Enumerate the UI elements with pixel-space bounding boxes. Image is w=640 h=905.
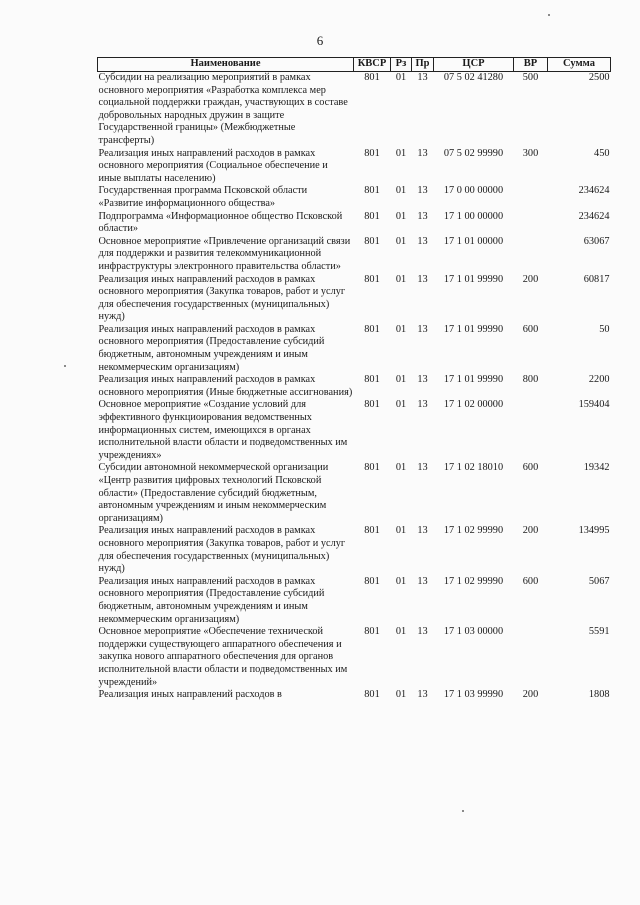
page-number: 6 xyxy=(316,33,324,48)
row-csr: 17 0 00 00000 xyxy=(443,185,504,197)
table-row xyxy=(98,324,611,374)
row-csr: 17 1 02 99990 xyxy=(443,575,504,587)
row-vr xyxy=(514,185,548,210)
scan-speck xyxy=(462,810,464,812)
row-sum: 2200 xyxy=(588,374,610,386)
row-rz: 01 xyxy=(395,374,407,386)
row-pr: 13 xyxy=(417,462,428,474)
row-kvsr: 801 xyxy=(364,210,380,222)
row-vr xyxy=(514,211,548,236)
row-sum: 1808 xyxy=(588,689,610,701)
row-kvsr: 801 xyxy=(364,72,380,83)
row-rz: 01 xyxy=(395,626,407,638)
row-sum: 5591 xyxy=(588,626,610,638)
row-sum: 63067 xyxy=(583,235,610,247)
row-csr: 17 1 01 99990 xyxy=(443,273,504,285)
row-rz: 01 xyxy=(395,462,407,474)
table-row xyxy=(98,626,611,689)
row-csr: 17 1 02 18010 xyxy=(443,462,504,474)
row-pr: 13 xyxy=(417,689,428,701)
row-kvsr: 801 xyxy=(364,575,380,587)
row-sum: 19342 xyxy=(583,462,610,474)
row-name: Реализация иных направлений расходов в рамках основного мероприятия (Иные бюджетные ассигнования) xyxy=(98,374,353,398)
row-rz: 01 xyxy=(395,323,407,335)
row-sum: 159404 xyxy=(578,399,610,411)
table-row xyxy=(98,462,611,525)
row-name: Основное мероприятие «Привлечение организаций связи для поддержки и развития телекоммуникационной инфраструктуры электронного правительства области» xyxy=(98,235,351,272)
row-pr: 13 xyxy=(417,374,428,386)
row-name: Основное мероприятие «Обеспечение технической поддержки существующего аппаратного обеспечения и закупка нового аппаратного обеспечения для органов исполнительной власти области и подведомственных им учреждений» xyxy=(98,626,348,688)
row-kvsr: 801 xyxy=(364,626,380,638)
row-pr: 13 xyxy=(417,525,428,537)
row-name: Реализация иных направлений расходов в xyxy=(98,689,282,701)
row-pr: 13 xyxy=(417,147,428,159)
row-rz: 01 xyxy=(395,273,407,285)
table-row xyxy=(98,689,611,702)
row-csr: 17 1 02 99990 xyxy=(443,525,504,537)
row-sum: 50 xyxy=(599,323,610,335)
row-name: Субсидии автономной некоммерческой организации «Центр развития цифровых технологий Псковской области» (Предоставление субсидий бюджетным, автономным учреждениям и иным некоммерческим организациям) xyxy=(98,462,329,524)
row-rz: 01 xyxy=(395,689,407,701)
row-pr: 13 xyxy=(417,210,428,222)
row-csr: 17 1 02 00000 xyxy=(443,399,504,411)
column-header-rz: Рз xyxy=(391,58,412,72)
row-vr: 600 xyxy=(522,462,539,474)
row-kvsr: 801 xyxy=(364,399,380,411)
row-vr xyxy=(514,399,548,462)
row-vr: 200 xyxy=(522,689,539,701)
row-vr: 600 xyxy=(522,575,539,587)
row-rz: 01 xyxy=(395,235,407,247)
scan-speck xyxy=(64,365,66,367)
row-sum: 450 xyxy=(594,147,610,159)
row-kvsr: 801 xyxy=(364,273,380,285)
row-name: Субсидии на реализацию мероприятий в рамках основного мероприятия «Разработка комплекса мер социальной поддержки граждан, участвующих в составе добровольных народных дружин в защите Государственной границы» (Межбюджетные трансферты) xyxy=(98,72,348,146)
row-rz: 01 xyxy=(395,399,407,411)
row-csr: 07 5 02 41280 xyxy=(443,72,504,83)
row-sum: 234624 xyxy=(578,210,610,222)
row-vr: 200 xyxy=(522,525,539,537)
table-row xyxy=(98,274,611,324)
table-row xyxy=(98,525,611,575)
scan-speck xyxy=(548,14,550,16)
row-name: Подпрограмма «Информационное общество Псковской области» xyxy=(98,210,343,235)
row-csr: 17 1 01 99990 xyxy=(443,323,504,335)
column-header-vr: ВР xyxy=(514,58,548,72)
row-vr: 500 xyxy=(522,72,539,83)
table-row xyxy=(98,185,611,210)
row-sum: 5067 xyxy=(588,575,610,587)
row-sum: 134995 xyxy=(578,525,610,537)
row-csr: 07 5 02 99990 xyxy=(443,147,504,159)
row-name: Реализация иных направлений расходов в рамках основного мероприятия (Социальное обеспечение и иные выплаты населению) xyxy=(98,147,328,184)
row-csr: 17 1 00 00000 xyxy=(443,210,504,222)
row-vr: 600 xyxy=(522,323,539,335)
row-csr: 17 1 01 99990 xyxy=(443,374,504,386)
row-kvsr: 801 xyxy=(364,374,380,386)
table-row xyxy=(98,72,611,148)
row-name: Реализация иных направлений расходов в рамках основного мероприятия (Закупка товаров, работ и услуг для обеспечения государственных (муниципальных) нужд) xyxy=(98,525,346,575)
row-pr: 13 xyxy=(417,323,428,335)
row-csr: 17 1 03 99990 xyxy=(443,689,504,701)
column-header-csr: ЦСР xyxy=(434,58,514,72)
row-csr: 17 1 01 00000 xyxy=(443,235,504,247)
row-kvsr: 801 xyxy=(364,525,380,537)
row-rz: 01 xyxy=(395,185,407,197)
row-vr: 800 xyxy=(522,374,539,386)
column-header-kvsr: КВСР xyxy=(354,58,391,72)
row-rz: 01 xyxy=(395,575,407,587)
row-rz: 01 xyxy=(395,147,407,159)
row-csr: 17 1 03 00000 xyxy=(443,626,504,638)
column-header-sum: Сумма xyxy=(548,58,611,72)
row-kvsr: 801 xyxy=(364,147,380,159)
column-header-pr: Пр xyxy=(412,58,434,72)
row-kvsr: 801 xyxy=(364,235,380,247)
table-row xyxy=(98,211,611,236)
row-vr: 200 xyxy=(522,273,539,285)
row-pr: 13 xyxy=(417,185,428,197)
table-row xyxy=(98,576,611,626)
table-row xyxy=(98,374,611,399)
row-rz: 01 xyxy=(395,525,407,537)
row-vr xyxy=(514,626,548,689)
table-row xyxy=(98,236,611,274)
row-kvsr: 801 xyxy=(364,462,380,474)
row-name: Основное мероприятие «Создание условий для эффективного функциоирования ведомственных информационных систем, имеющихся в органах исполнительной власти области и подведомственных им учреждениях» xyxy=(98,399,348,461)
row-kvsr: 801 xyxy=(364,323,380,335)
row-pr: 13 xyxy=(417,235,428,247)
table-row xyxy=(98,148,611,186)
row-name: Государственная программа Псковской области «Развитие информационного общества» xyxy=(98,185,308,209)
budget-table xyxy=(97,57,611,702)
row-pr: 13 xyxy=(417,626,428,638)
row-vr xyxy=(514,236,548,274)
row-name: Реализация иных направлений расходов в рамках основного мероприятия (Предоставление субсидий бюджетным, автономным учреждениям и иным некоммерческим организациям) xyxy=(98,323,325,373)
row-pr: 13 xyxy=(417,399,428,411)
row-kvsr: 801 xyxy=(364,689,380,701)
row-sum: 234624 xyxy=(578,185,610,197)
row-pr: 13 xyxy=(417,575,428,587)
row-pr: 13 xyxy=(417,273,428,285)
row-rz: 01 xyxy=(395,210,407,222)
row-rz: 01 xyxy=(395,72,407,83)
table-header-row xyxy=(98,58,611,72)
row-name: Реализация иных направлений расходов в рамках основного мероприятия (Закупка товаров, работ и услуг для обеспечения государственных (муниципальных) нужд) xyxy=(98,273,346,323)
row-pr: 13 xyxy=(417,72,428,83)
column-header-name: Наименование xyxy=(98,58,354,72)
row-sum: 2500 xyxy=(588,72,610,83)
table-row xyxy=(98,399,611,462)
row-sum: 60817 xyxy=(583,273,610,285)
row-vr: 300 xyxy=(522,147,539,159)
row-name: Реализация иных направлений расходов в рамках основного мероприятия (Предоставление субсидий бюджетным, автономным учреждениям и иным некоммерческим организациям) xyxy=(98,575,325,625)
row-kvsr: 801 xyxy=(364,185,380,197)
